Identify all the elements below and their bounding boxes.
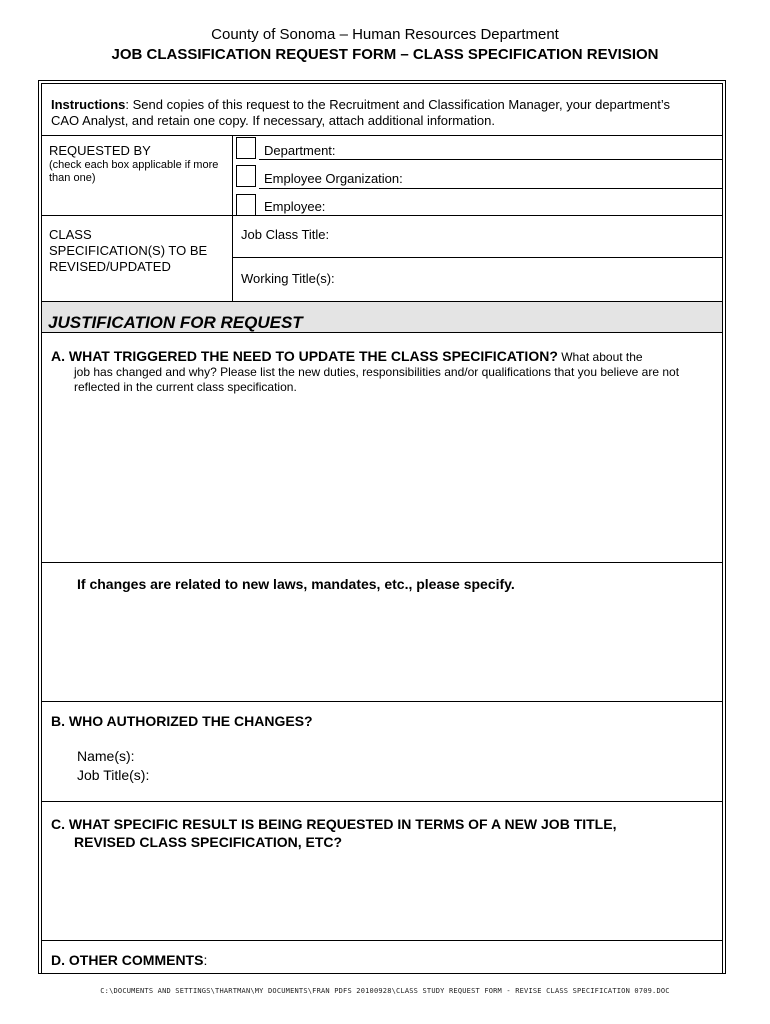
class-spec-label xyxy=(49,227,229,275)
employee-organization-checkbox[interactable] xyxy=(236,165,256,187)
job-class-title-field[interactable]: Job Class Title: xyxy=(241,227,330,242)
employee-organization-label: Employee Organization: xyxy=(264,171,403,186)
section-d-heading xyxy=(51,952,207,968)
requested-by-note xyxy=(49,159,229,185)
divider-section-a xyxy=(42,562,722,563)
employee-label: Employee: xyxy=(264,199,326,214)
section-c-heading xyxy=(51,815,616,851)
divider-job-class-title xyxy=(232,257,722,258)
divider-section-b xyxy=(42,801,722,802)
laws-prompt: If changes are related to new laws, mandates, etc., please specify. xyxy=(77,576,515,592)
section-c-line-2: REVISED CLASS SPECIFICATION, ETC? xyxy=(74,834,343,850)
justification-title: JUSTIFICATION FOR REQUEST xyxy=(48,313,303,332)
working-titles-field[interactable]: Working Title(s): xyxy=(241,271,335,286)
class-spec-label-3: REVISED/UPDATED xyxy=(49,259,171,274)
instructions-label: Instructions xyxy=(51,97,126,112)
requested-by-note-1: (check each box applicable if more xyxy=(49,159,219,171)
job-titles-field[interactable]: Job Title(s): xyxy=(77,767,150,783)
requested-by-label: REQUESTED BY xyxy=(49,143,151,158)
class-spec-label-2: SPECIFICATION(S) TO BE xyxy=(49,243,208,258)
divider-laws xyxy=(42,701,722,702)
form-title: JOB CLASSIFICATION REQUEST FORM – CLASS SPECIFICATION REVISION xyxy=(111,46,659,63)
divider-section-c xyxy=(42,940,722,941)
section-c-line-1: C. WHAT SPECIFIC RESULT IS BEING REQUESTED IN TERMS OF A NEW JOB TITLE, xyxy=(51,816,617,832)
divider-vertical-left-col xyxy=(232,135,233,302)
section-a-heading xyxy=(51,348,716,364)
instructions-text-1: : Send copies of this request to the Recruitment and Classification Manager, your department’s xyxy=(125,97,671,112)
divider-requested-by xyxy=(42,215,722,216)
department-label: Department: xyxy=(264,143,336,158)
laws-answer-area[interactable] xyxy=(42,600,722,700)
department-checkbox[interactable] xyxy=(236,137,256,159)
requested-by-note-2: than one) xyxy=(49,172,96,184)
class-spec-label-1: CLASS xyxy=(49,227,92,242)
section-c-answer-area[interactable] xyxy=(42,855,722,939)
section-a-answer-area[interactable] xyxy=(42,395,722,562)
instructions-text-2: CAO Analyst, and retain one copy. If necessary, attach additional information. xyxy=(51,113,495,128)
section-b-heading: B. WHO AUTHORIZED THE CHANGES? xyxy=(51,713,313,729)
section-a-heading-rest: What about the xyxy=(557,350,643,364)
names-field[interactable]: Name(s): xyxy=(77,748,135,764)
divider-department xyxy=(259,159,722,160)
divider-employee-org xyxy=(259,188,722,189)
department-line: County of Sonoma – Human Resources Department xyxy=(211,26,559,43)
section-a-line-2: job has changed and why? Please list the new duties, responsibilities and/or qualifications that you believe are not xyxy=(74,365,680,379)
instructions xyxy=(51,97,716,129)
employee-checkbox[interactable] xyxy=(236,194,256,216)
section-d-colon: : xyxy=(203,952,208,968)
footer-file-path: C:\DOCUMENTS AND SETTINGS\THARTMAN\MY DOCUMENTS\FRAN PDFS 20100928\CLASS STUDY REQUEST FORM - REVISE CLASS SPECIFICATION 0709.DOC xyxy=(100,987,670,995)
section-a-heading-bold: A. WHAT TRIGGERED THE NEED TO UPDATE THE CLASS SPECIFICATION? xyxy=(51,348,558,364)
section-a-description xyxy=(74,365,719,395)
divider-instructions xyxy=(42,135,722,136)
section-a-line-3: reflected in the current class specification. xyxy=(74,380,297,394)
section-d-heading-bold: D. OTHER COMMENTS xyxy=(51,952,204,968)
